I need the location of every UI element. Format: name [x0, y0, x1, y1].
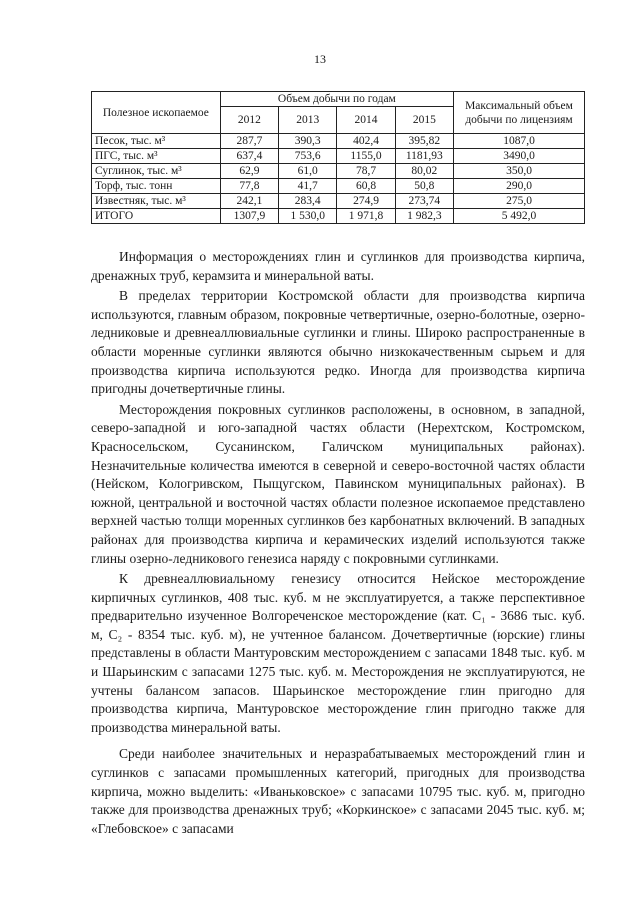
header-year: 2015	[395, 107, 453, 134]
row-label: ПГС, тыс. м³	[92, 149, 221, 164]
cell-value: 80,02	[395, 164, 453, 179]
cell-value: 402,4	[337, 134, 395, 149]
header-year: 2014	[337, 107, 395, 134]
row-label: Известняк, тыс. м³	[92, 194, 221, 209]
cell-value: 637,4	[220, 149, 278, 164]
paragraph: Информация о месторождениях глин и суглинков для производства кирпича, дренажных труб, керамзита и минеральной ваты.	[91, 249, 585, 283]
cell-value: 273,74	[395, 194, 453, 209]
cell-value: 395,82	[395, 134, 453, 149]
header-mineral: Полезное ископаемое	[92, 92, 221, 134]
cell-max: 350,0	[454, 164, 585, 179]
table-row	[92, 164, 585, 179]
cell-max: 5 492,0	[454, 209, 585, 224]
cell-value: 1181,93	[395, 149, 453, 164]
table-row	[92, 134, 585, 149]
table-header-row	[92, 92, 585, 107]
table-total-row	[92, 209, 585, 224]
cell-max: 290,0	[454, 179, 585, 194]
cell-value: 1307,9	[220, 209, 278, 224]
page-number: 13	[314, 52, 326, 66]
paragraph: К древнеаллювиальному генезису относится Нейское месторождение кирпичных суглинков, 408 тыс. куб. м не эксплуатируется, а также перспективное предварительно изученное Волгореченское месторождение (кат. C₁ - 3686 тыс. куб. м, C₂ - 8354 тыс. куб. м), не учтенное балансом. Дочетвертичные (юрские) глины представлены в области Мантуровским месторождением с запасами 1848 тыс. куб. м и Шарьинским с запасами 1275 тыс. куб. м. Месторождения не эксплуатируются, не учтены балансом запасов. Шарьинское месторождение глин пригодно для производства кирпича, Мантуровское месторождение глин пригодно также для производства минеральной ваты.	[91, 571, 585, 735]
cell-max: 3490,0	[454, 149, 585, 164]
header-year: 2013	[279, 107, 337, 134]
row-label: Песок, тыс. м³	[92, 134, 221, 149]
cell-value: 50,8	[395, 179, 453, 194]
cell-value: 78,7	[337, 164, 395, 179]
cell-value: 1 971,8	[337, 209, 395, 224]
table-row	[92, 179, 585, 194]
cell-value: 390,3	[279, 134, 337, 149]
table-row	[92, 194, 585, 209]
cell-value: 287,7	[220, 134, 278, 149]
header-max-volume: Максимальный объем добычи по лицензиям	[454, 92, 585, 134]
cell-value: 242,1	[220, 194, 278, 209]
row-label: Торф, тыс. тонн	[92, 179, 221, 194]
cell-value: 753,6	[279, 149, 337, 164]
row-label: Суглинок, тыс. м³	[92, 164, 221, 179]
cell-value: 274,9	[337, 194, 395, 209]
cell-value: 1155,0	[337, 149, 395, 164]
paragraph: Месторождения покровных суглинков расположены, в основном, в западной, северо-западной и юго-западной частях области (Нерехтском, Костромском, Красносельском, Сусанинском, Галичском муниципальных районах). Незначительные количества имеются в северной и северо-восточной частях области (Нейском, Кологривском, Пыщугском, Павинском муниципальных районах). В южной, центральной и восточной частях области полезное ископаемое представлено верхней частью толщи моренных суглинков без карбонатных включений. В западных районах для производства кирпича и керамических изделий используются также глины озерно-ледникового генезиса наряду с покровными суглинками.	[91, 401, 585, 566]
header-volume-group: Объем добычи по годам	[220, 92, 453, 107]
cell-value: 41,7	[279, 179, 337, 194]
row-label: ИТОГО	[92, 209, 221, 224]
cell-value: 77,8	[220, 179, 278, 194]
cell-max: 1087,0	[454, 134, 585, 149]
body-text	[91, 248, 585, 840]
table-row	[92, 149, 585, 164]
header-year: 2012	[220, 107, 278, 134]
cell-value: 1 530,0	[279, 209, 337, 224]
cell-value: 61,0	[279, 164, 337, 179]
cell-value: 283,4	[279, 194, 337, 209]
paragraph: Среди наиболее значительных и неразрабатываемых месторождений глин и суглинков с запасами промышленных категорий, пригодных для производства кирпича, можно выделить: «Иваньковское» с запасами 10795 тыс. куб. м, пригодно также для производства дренажных труб; «Коркинское» с запасами 2045 тыс. куб. м; «Глебовское» с запасами	[91, 746, 585, 836]
paragraph: В пределах территории Костромской области для производства кирпича используются, главным образом, покровные четвертичные, озерно-болотные, озерно-ледниковые и древнеаллювиальные суглинки и глины. Широко распространенные в области моренные суглинки являются обычно низкокачественным сырьем и для производства кирпича используются редко. Иногда для производства кирпича пригодны дочетвертичные глины.	[91, 288, 585, 397]
cell-value: 62,9	[220, 164, 278, 179]
mining-volume-table	[91, 91, 585, 224]
cell-max: 275,0	[454, 194, 585, 209]
cell-value: 1 982,3	[395, 209, 453, 224]
cell-value: 60,8	[337, 179, 395, 194]
